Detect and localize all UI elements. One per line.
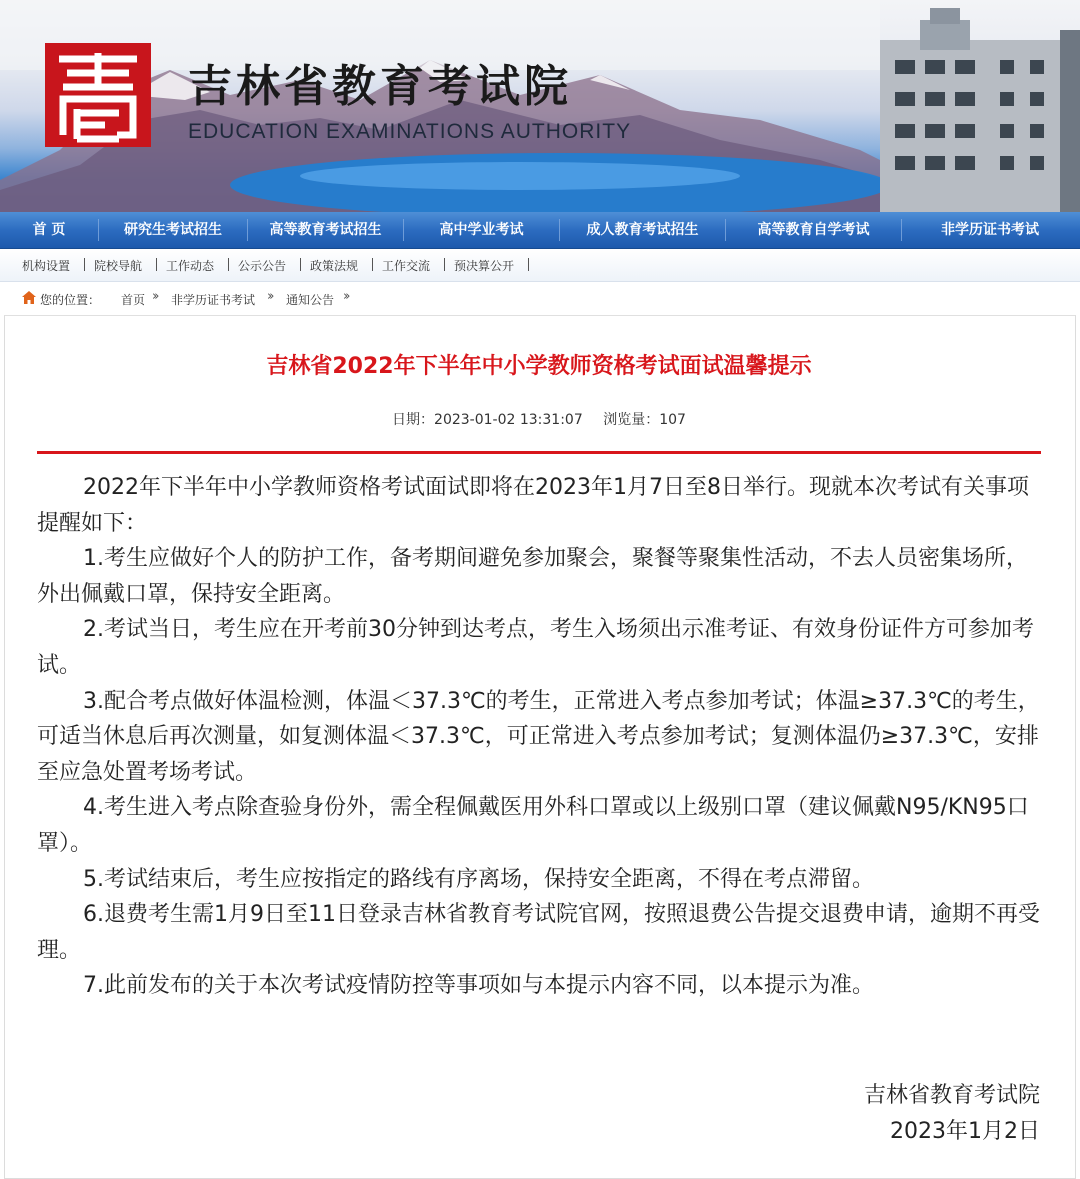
- date-value: 2023-01-02 13:31:07: [434, 412, 583, 428]
- subnav-divider: [300, 258, 301, 271]
- subnav-divider: [372, 258, 373, 271]
- subnav-organization[interactable]: 机构设置: [22, 259, 71, 273]
- site-banner: [0, 0, 1080, 212]
- nav-non-degree-certificate-exam[interactable]: 非学历证书考试: [941, 222, 1039, 238]
- subnav-divider: [528, 258, 529, 271]
- site-subtitle: EDUCATION EXAMINATIONS AUTHORITY: [188, 120, 632, 143]
- signature-date: 2023年1月2日: [890, 1119, 1040, 1144]
- article-paragraph: 7.此前发布的关于本次考试疫情防控等事项如与本提示内容不同，以本提示为准。: [83, 973, 874, 999]
- home-icon: [22, 291, 36, 304]
- breadcrumb-label: 您的位置：: [40, 293, 101, 307]
- article-paragraph: 4.考生进入考点除查验身份外，需全程佩戴医用外科口罩或以上级别口罩（建议佩戴N95/KN95口罩）。: [37, 795, 1029, 856]
- breadcrumb-home[interactable]: 首页: [121, 293, 146, 307]
- nav-self-study-exam[interactable]: 高等教育自学考试: [757, 222, 870, 238]
- breadcrumb-section[interactable]: 通知公告: [286, 293, 335, 307]
- breadcrumb-separator-icon: ››: [267, 289, 272, 304]
- article-paragraph: 1.考生应做好个人的防护工作，备考期间避免参加聚会，聚餐等聚集性活动，不去人员密集场所，外出佩戴口罩，保持安全距离。: [37, 546, 1028, 607]
- nav-high-school-exam[interactable]: 高中学业考试: [439, 222, 524, 238]
- signature-organization: 吉林省教育考试院: [863, 1083, 1040, 1108]
- subnav-divider: [84, 258, 85, 271]
- nav-home[interactable]: 首 页: [32, 222, 66, 238]
- subnav-work-exchange[interactable]: 工作交流: [382, 259, 431, 273]
- subnav-divider: [444, 258, 445, 271]
- logo-emblem-icon: [45, 43, 151, 147]
- breadcrumb-separator-icon: ››: [343, 289, 348, 304]
- views-label: 浏览量：: [603, 412, 660, 428]
- views-value: 107: [659, 412, 686, 428]
- title-divider: [37, 451, 1041, 454]
- article-body: [37, 470, 1043, 1004]
- article-paragraph: 6.退费考生需1月9日至11日登录吉林省教育考试院官网，按照退费公告提交退费申请，逾期不再受理。: [37, 902, 1040, 963]
- nav-adult-education-exam[interactable]: 成人教育考试招生: [586, 222, 699, 238]
- breadcrumb-category[interactable]: 非学历证书考试: [171, 293, 256, 307]
- nav-graduate-exam[interactable]: 研究生考试招生: [124, 222, 222, 238]
- breadcrumb-separator-icon: ››: [152, 289, 157, 304]
- site-title: 吉林省教育考试院: [188, 61, 572, 112]
- subnav-policies[interactable]: 政策法规: [310, 259, 359, 273]
- date-label: 日期：: [392, 412, 435, 428]
- subnav-budget[interactable]: 预决算公开: [454, 259, 515, 273]
- site-logo[interactable]: [45, 43, 151, 147]
- sub-navigation: [0, 249, 1080, 282]
- article-paragraph: 2.考试当日，考生应在开考前30分钟到达考点，考生入场须出示准考证、有效身份证件方可参加考试。: [37, 617, 1034, 678]
- breadcrumb: [0, 286, 1080, 310]
- article-meta: [0, 409, 1078, 429]
- article-title: 吉林省2022年下半年中小学教师资格考试面试温馨提示: [266, 354, 812, 379]
- subnav-divider: [156, 258, 157, 271]
- article-paragraph: 2022年下半年中小学教师资格考试面试即将在2023年1月7日至8日举行。现就本次考试有关事项提醒如下：: [37, 475, 1029, 536]
- nav-higher-education-exam[interactable]: 高等教育考试招生: [269, 222, 382, 238]
- subnav-announcements[interactable]: 公示公告: [238, 259, 287, 273]
- subnav-divider: [228, 258, 229, 271]
- subnav-school-guide[interactable]: 院校导航: [94, 259, 143, 273]
- main-navigation: [0, 212, 1080, 249]
- subnav-work-news[interactable]: 工作动态: [166, 259, 215, 273]
- article-paragraph: 5.考试结束后，考生应按指定的路线有序离场，保持安全距离，不得在考点滞留。: [83, 866, 874, 892]
- article-paragraph: 3.配合考点做好体温检测，体温＜37.3℃的考生，正常进入考点参加考试；体温≥37.3℃的考生，可适当休息后再次测量，如复测体温＜37.3℃，可正常进入考点参加考试；复测体温仍≥37.3℃，安排至应急处置考场考试。: [37, 688, 1040, 785]
